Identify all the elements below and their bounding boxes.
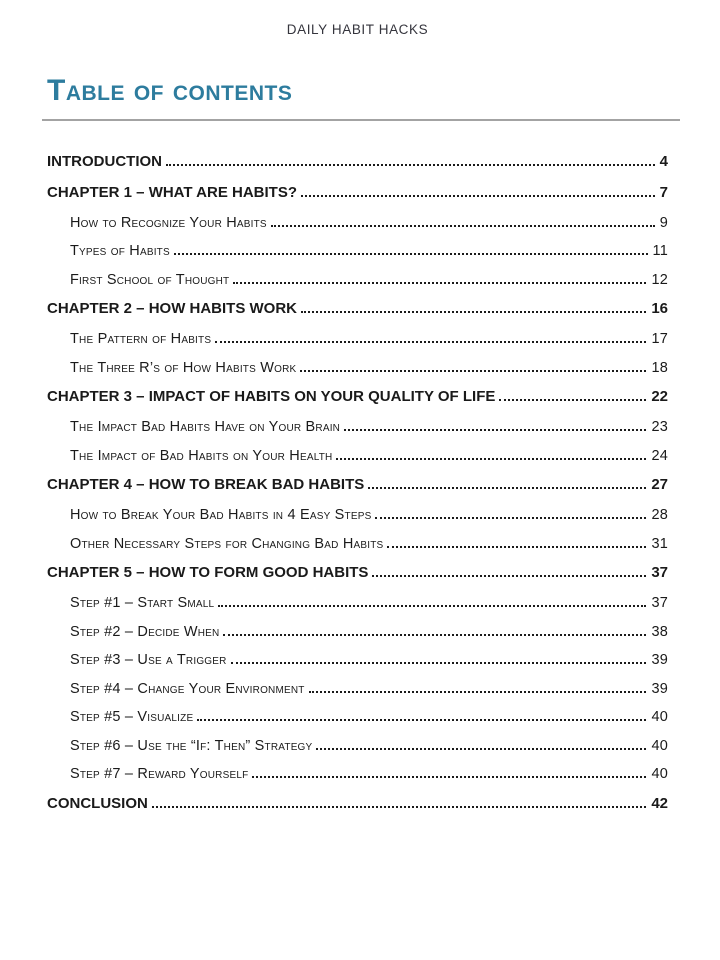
toc-dot-leader bbox=[300, 370, 646, 372]
title-rule bbox=[42, 119, 680, 121]
toc-entry-page: 39 bbox=[651, 652, 668, 668]
toc-entry-page: 40 bbox=[651, 737, 668, 754]
toc-dot-leader bbox=[215, 341, 646, 343]
toc-entry-label: The Pattern of Habits bbox=[70, 331, 212, 347]
toc-entry-label: First School of Thought bbox=[70, 271, 230, 288]
toc-entry[interactable] bbox=[47, 652, 668, 668]
toc-dot-leader bbox=[372, 575, 646, 577]
toc-entry-label: The Three R’s of How Habits Work bbox=[70, 359, 297, 376]
toc-entry-page: 4 bbox=[659, 152, 668, 170]
toc-entry-page: 24 bbox=[651, 447, 668, 464]
toc-dot-leader bbox=[301, 311, 646, 313]
toc-entry-label: Step #3 – Use a Trigger bbox=[70, 652, 227, 668]
toc-entry-label: INTRODUCTION bbox=[47, 152, 162, 170]
toc-entry[interactable] bbox=[47, 448, 668, 464]
toc-dot-leader bbox=[336, 458, 646, 460]
toc-entry-page: 42 bbox=[651, 794, 668, 812]
toc-entry[interactable] bbox=[47, 272, 668, 288]
toc-entry[interactable] bbox=[47, 215, 668, 231]
toc-entry-label: Other Necessary Steps for Changing Bad Habits bbox=[70, 535, 384, 552]
toc-entry-label: Step #2 – Decide When bbox=[70, 623, 220, 640]
toc-dot-leader bbox=[387, 546, 646, 548]
toc-dot-leader bbox=[309, 691, 647, 693]
toc-dot-leader bbox=[218, 605, 646, 607]
toc-entry-label: CHAPTER 2 – HOW HABITS WORK bbox=[47, 300, 298, 317]
page-title: Table of contents bbox=[47, 74, 293, 107]
toc-entry[interactable] bbox=[47, 419, 668, 435]
toc-entry[interactable] bbox=[47, 738, 668, 754]
toc-entry-label: The Impact Bad Habits Have on Your Brain bbox=[70, 419, 341, 435]
toc-entry-label: Step #1 – Start Small bbox=[70, 595, 215, 611]
toc-dot-leader bbox=[368, 487, 646, 489]
toc-entry-page: 16 bbox=[651, 300, 668, 317]
toc-entry-page: 39 bbox=[651, 680, 668, 697]
toc-dot-leader bbox=[252, 776, 646, 778]
toc-entry[interactable] bbox=[47, 331, 668, 347]
toc-entry-page: 31 bbox=[651, 535, 668, 552]
toc-dot-leader bbox=[499, 399, 646, 401]
toc-entry-label: How to Break Your Bad Habits in 4 Easy Steps bbox=[70, 507, 372, 523]
toc-entry-label: CHAPTER 1 – WHAT ARE HABITS? bbox=[47, 183, 298, 201]
toc-entry-label: CHAPTER 4 – HOW TO BREAK BAD HABITS bbox=[47, 476, 365, 493]
toc-entry[interactable] bbox=[47, 681, 668, 697]
toc-entry-page: 27 bbox=[651, 476, 668, 493]
toc-entry-page: 9 bbox=[659, 214, 668, 231]
toc-entry-page: 22 bbox=[651, 388, 668, 405]
toc-entry[interactable] bbox=[47, 766, 668, 782]
toc-entry-page: 23 bbox=[651, 419, 668, 435]
toc-entry-page: 37 bbox=[651, 595, 668, 611]
running-header: DAILY HABIT HACKS bbox=[286, 22, 429, 37]
toc-dot-leader bbox=[231, 662, 647, 664]
toc-entry[interactable] bbox=[47, 536, 668, 552]
toc-entry[interactable] bbox=[47, 507, 668, 523]
toc-entry-label: The Impact of Bad Habits on Your Health bbox=[70, 447, 333, 464]
toc-entry[interactable] bbox=[47, 300, 668, 317]
toc-dot-leader bbox=[271, 225, 655, 227]
toc-entry-label: Types of Habits bbox=[70, 243, 170, 259]
toc-entry-page: 28 bbox=[651, 507, 668, 523]
toc-entry[interactable] bbox=[47, 624, 668, 640]
toc-entry-page: 12 bbox=[651, 271, 668, 288]
toc-entry-page: 38 bbox=[651, 623, 668, 640]
toc-dot-leader bbox=[375, 517, 646, 519]
toc-entry-page: 40 bbox=[651, 709, 668, 725]
toc-dot-leader bbox=[316, 748, 646, 750]
toc-dot-leader bbox=[197, 719, 646, 721]
toc-dot-leader bbox=[344, 429, 646, 431]
toc-entry[interactable] bbox=[47, 709, 668, 725]
toc-entry-page: 18 bbox=[651, 359, 668, 376]
toc-entry-page: 11 bbox=[652, 243, 668, 259]
toc-entry[interactable] bbox=[47, 795, 668, 812]
toc-entry-label: CHAPTER 5 – HOW TO FORM GOOD HABITS bbox=[47, 564, 369, 581]
toc-entry[interactable] bbox=[47, 153, 668, 170]
table-of-contents bbox=[47, 153, 668, 812]
toc-dot-leader bbox=[223, 634, 646, 636]
toc-dot-leader bbox=[152, 806, 646, 808]
toc-entry-label: Step #7 – Reward Yourself bbox=[70, 766, 249, 782]
toc-entry[interactable] bbox=[47, 243, 668, 259]
toc-entry-page: 17 bbox=[651, 331, 668, 347]
toc-entry[interactable] bbox=[47, 564, 668, 581]
toc-entry-label: Step #4 – Change Your Environment bbox=[70, 680, 305, 697]
toc-entry[interactable] bbox=[47, 595, 668, 611]
toc-entry[interactable] bbox=[47, 184, 668, 201]
toc-entry-page: 37 bbox=[651, 564, 668, 581]
toc-entry[interactable] bbox=[47, 388, 668, 405]
toc-dot-leader bbox=[174, 253, 648, 255]
toc-entry-page: 7 bbox=[659, 183, 668, 201]
toc-entry-label: Step #5 – Visualize bbox=[70, 709, 194, 725]
toc-entry[interactable] bbox=[47, 360, 668, 376]
toc-entry-page: 40 bbox=[651, 766, 668, 782]
toc-dot-leader bbox=[166, 164, 655, 166]
toc-entry-label: How to Recognize Your Habits bbox=[70, 214, 267, 231]
toc-entry-label: Step #6 – Use the “If: Then” Strategy bbox=[70, 737, 313, 754]
toc-entry-label: CHAPTER 3 – IMPACT OF HABITS ON YOUR QUALITY OF LIFE bbox=[47, 388, 496, 405]
toc-dot-leader bbox=[233, 282, 646, 284]
toc-entry[interactable] bbox=[47, 476, 668, 493]
toc-dot-leader bbox=[301, 195, 655, 197]
toc-entry-label: CONCLUSION bbox=[47, 794, 148, 812]
